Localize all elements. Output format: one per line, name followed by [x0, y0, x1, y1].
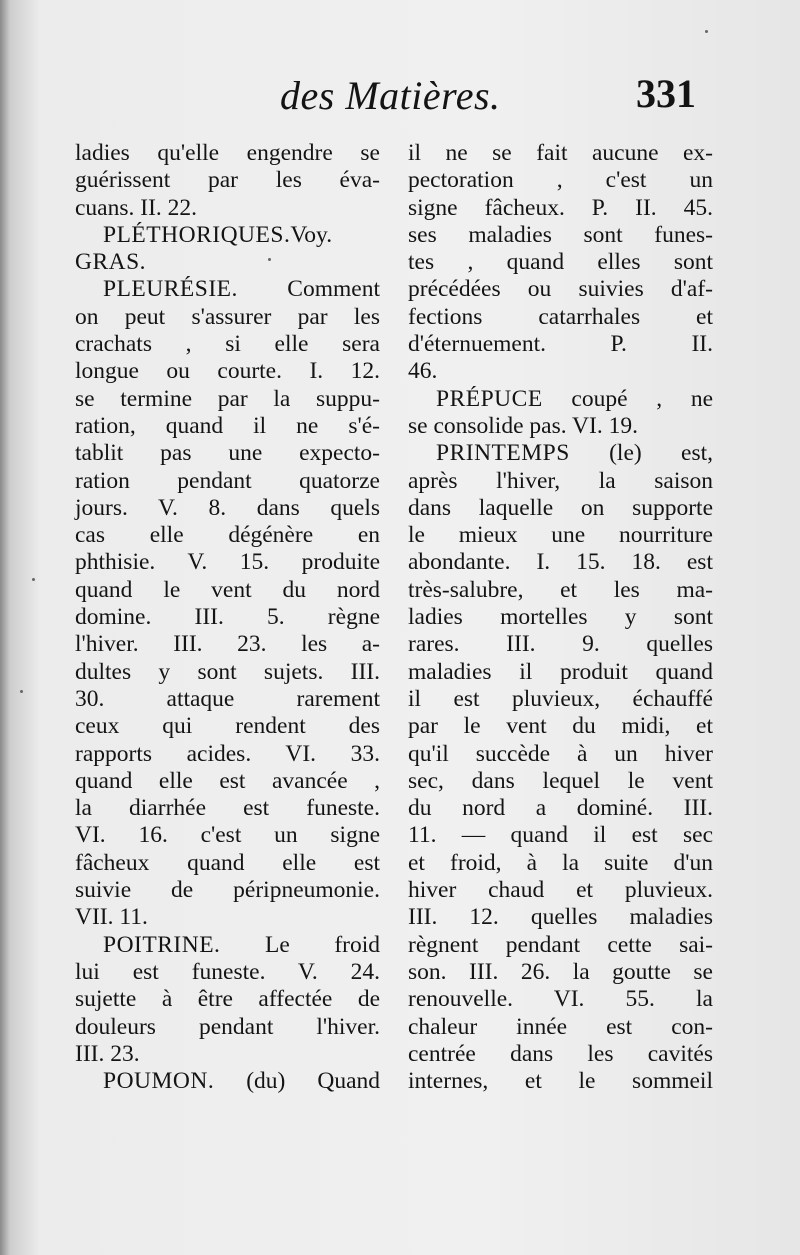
- index-entry-line: [75, 276, 380, 303]
- text-line: après l'hiver, la saison: [408, 467, 713, 494]
- left-column: [75, 140, 380, 1095]
- text-line: d'éternuement. P. II.: [408, 331, 713, 358]
- text-fragment: (le) est,: [609, 440, 714, 467]
- text-line: jours. V. 8. dans quels: [75, 494, 380, 521]
- text-line: sec, dans lequel le vent: [408, 767, 713, 794]
- text-line: quand elle est avancée ,: [75, 767, 380, 794]
- text-line: III. 12. quelles maladies: [408, 904, 713, 931]
- text-line: dans laquelle on supporte: [408, 494, 713, 521]
- text-line: cas elle dégénère en: [75, 522, 380, 549]
- text-fragment: Le froid: [264, 931, 381, 958]
- text-line: fections catarrhales et: [408, 303, 713, 330]
- text-line: GRAS.: [75, 249, 147, 276]
- text-line: rares. III. 9. quelles: [408, 631, 713, 658]
- headword-poitrine: POITRINE.: [103, 931, 221, 958]
- text-line: ses maladies sont funes-: [408, 221, 713, 248]
- text-line: la diarrhée est funeste.: [75, 795, 380, 822]
- text-line: pectoration , c'est un: [408, 167, 713, 194]
- text-line: règnent pendant cette sai-: [408, 931, 713, 958]
- text-line: précédées ou suivies d'af-: [408, 276, 713, 303]
- text-line: hiver chaud et pluvieux.: [408, 877, 713, 904]
- text-line: douleurs pendant l'hiver.: [75, 1013, 380, 1040]
- text-line: se termine par la suppu-: [75, 385, 380, 412]
- text-line: ration, quand il ne s'é-: [75, 412, 380, 439]
- text-line: III. 23.: [75, 1040, 140, 1067]
- text-line: cuans. II. 22.: [75, 194, 198, 221]
- text-line: ration pendant quatorze: [75, 467, 380, 494]
- text-line: guérissent par les éva-: [75, 167, 380, 194]
- text-line: qu'il succède à un hiver: [408, 740, 713, 767]
- text-line: 46.: [408, 358, 438, 385]
- text-line: abondante. I. 15. 18. est: [408, 549, 713, 576]
- text-line: 30. attaque rarement: [75, 685, 380, 712]
- index-entry-line: [75, 932, 380, 959]
- text-line: tes , quand elles sont: [408, 249, 713, 276]
- paper-speck: [20, 690, 23, 693]
- page-header: [0, 68, 800, 128]
- text-fragment: Comment: [287, 276, 380, 303]
- text-fragment: (du) Quand: [246, 1068, 380, 1095]
- text-line: se consolide pas. VI. 19.: [408, 412, 638, 439]
- text-line: ladies qu'elle engendre se: [75, 140, 380, 166]
- text-line: suivie de péripneumonie.: [75, 877, 380, 904]
- running-title: des Matières.: [280, 73, 501, 118]
- paper-speck: [268, 258, 271, 261]
- text-line: internes, et le sommeil: [408, 1068, 713, 1095]
- text-line: quand le vent du nord: [75, 576, 380, 603]
- headword-printemps: PRINTEMPS: [436, 440, 570, 467]
- paper-speck: [32, 578, 35, 581]
- text-line: son. III. 26. la goutte se: [408, 958, 713, 985]
- text-line: centrée dans les cavités: [408, 1040, 713, 1067]
- text-line: VI. 16. c'est un signe: [75, 822, 380, 849]
- text-line: crachats , si elle sera: [75, 331, 380, 358]
- text-line: VII. 11.: [75, 904, 148, 931]
- index-entry-line: [408, 440, 713, 467]
- text-line: domine. III. 5. règne: [75, 604, 380, 631]
- text-line: ladies mortelles y sont: [408, 604, 713, 631]
- text-line: maladies il produit quand: [408, 658, 713, 685]
- headword-poumon: POUMON.: [103, 1068, 215, 1095]
- text-line: et froid, à la suite d'un: [408, 849, 713, 876]
- text-fragment: coupé , ne: [571, 385, 713, 412]
- text-line: il ne se fait aucune ex-: [408, 140, 713, 166]
- text-line: signe fâcheux. P. II. 45.: [408, 194, 713, 221]
- index-entry-line: [75, 1068, 380, 1095]
- text-line: dultes y sont sujets. III.: [75, 658, 380, 685]
- text-line: fâcheux quand elle est: [75, 849, 380, 876]
- text-line: rapports acides. VI. 33.: [75, 740, 380, 767]
- text-line: du nord a dominé. III.: [408, 795, 713, 822]
- right-column: [408, 140, 713, 1095]
- paper-speck: [705, 30, 708, 33]
- text-line: par le vent du midi, et: [408, 713, 713, 740]
- text-line: le mieux une nourriture: [408, 522, 713, 549]
- text-line: chaleur innée est con-: [408, 1013, 713, 1040]
- text-line: lui est funeste. V. 24.: [75, 958, 380, 985]
- headword-prepuce: PRÉPUCE: [436, 385, 543, 412]
- text-line: très-salubre, et les ma-: [408, 576, 713, 603]
- text-line: longue ou courte. I. 12.: [75, 358, 380, 385]
- headword-plethoriques: PLÉTHORIQUES.: [103, 221, 291, 248]
- text-fragment: Voy.: [290, 221, 333, 248]
- text-line: tablit pas une expecto-: [75, 440, 380, 467]
- page-number: 331: [636, 71, 696, 116]
- text-line: ceux qui rendent des: [75, 713, 380, 740]
- text-line: il est pluvieux, échauffé: [408, 685, 713, 712]
- text-line: phthisie. V. 15. produite: [75, 549, 380, 576]
- text-line: on peut s'assurer par les: [75, 303, 380, 330]
- text-line: renouvelle. VI. 55. la: [408, 986, 713, 1013]
- text-line: sujette à être affectée de: [75, 986, 380, 1013]
- text-line: 11. — quand il est sec: [408, 822, 713, 849]
- index-entry-line: [408, 386, 713, 413]
- text-line: l'hiver. III. 23. les a-: [75, 631, 380, 658]
- index-entry-line: [75, 222, 380, 249]
- headword-pleuresie: PLEURÉSIE.: [103, 276, 238, 303]
